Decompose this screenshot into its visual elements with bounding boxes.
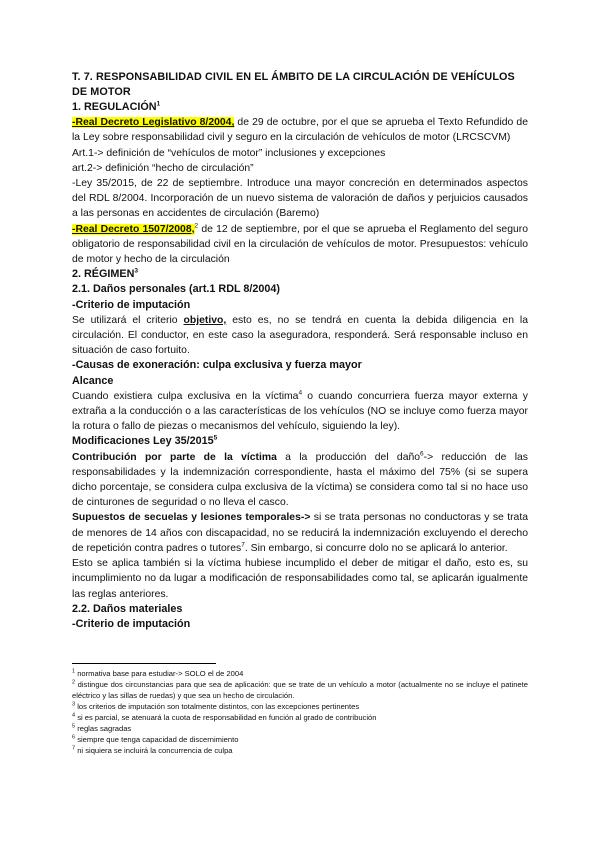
footnote: $^4$ si es parcial, se atenuará la cuota de responsabilidad en función al grado de contribución: [72, 712, 377, 722]
footnote-ref: 6: [420, 450, 424, 458]
subsection-heading-danos-materiales: 2.2. Daños materiales: [72, 602, 183, 615]
criterio-heading: -Criterio de imputación: [72, 617, 191, 630]
highlighted-law-name: -Real Decreto 1507/2008,: [72, 223, 195, 235]
footnote: $^5$ reglas sagradas: [72, 723, 132, 733]
document-title: T. 7. RESPONSABILIDAD CIVIL EN EL ÁMBITO DE LA CIRCULACIÓN DE VEHÍCULOS DE MOTOR: [72, 71, 515, 98]
paragraph-alcance: Cuando existiera culpa exclusiva en la víctima$^4$ o cuando concurriera fuerza mayor externa y extraña a la conducción o a las características de los vehículos (NO se incluye como fuerza mayor la rotura o fallo de piezas o mecanismos del vehículo, siguiendo la ley).: [72, 389, 528, 433]
footnote-ref: 1: [156, 100, 161, 108]
paragraph-ley-35-2015: -Ley 35/2015, de 22 de septiembre. Introduce una mayor concreción en determinados aspectos del RDL 8/2004. Incorporación de un nuevo sistema de valoración de daños y perjuicios causados a las personas en accidentes de circulación (Baremo): [72, 178, 528, 220]
footnote-ref: 4: [298, 389, 303, 397]
alcance-heading: Alcance: [72, 374, 114, 387]
causas-heading: -Causas de exoneración: culpa exclusiva y fuerza mayor: [72, 359, 362, 372]
modificaciones-heading: Modificaciones Ley 35/2015$^5$: [72, 434, 218, 448]
paragraph-contribucion-victima: Contribución por parte de la víctima a la producción del daño$^6$-> reducción de las responsabilidades y la indemnización correspondiente, hasta el máximo del 75% (si se supera dicho porcentaje, se considera culpa exclusiva de la víctima) se considera como tal si no hace uso de cinturones de seguridad o no lleva el casco.: [72, 450, 528, 509]
highlighted-law-name: -Real Decreto Legislativo 8/2004,: [72, 117, 235, 129]
footnote-ref: 2: [194, 222, 199, 230]
section-heading-regulacion: 1. REGULACIÓN$^1$: [72, 100, 161, 113]
footnotes: [72, 668, 528, 756]
criterio-heading: -Criterio de imputación: [72, 298, 191, 311]
footnote: $^2$ distingue dos circunstancias para que sea de aplicación: que se trate de un vehículo a motor (actualmente no se incluye el patinete eléctrico y las sillas de ruedas) y que sea un hecho de circulación.: [72, 679, 528, 700]
subsection-heading-danos-personales: 2.1. Daños personales (art.1 RDL 8/2004): [72, 283, 281, 296]
paragraph-art1: Art.1-> definición de “vehículos de motor” inclusiones y excepciones: [72, 147, 386, 159]
document-body: [72, 70, 528, 632]
footnote: $^3$ los criterios de imputación son totalmente distintos, con las excepciones pertinentes: [72, 701, 360, 711]
footnote: $^1$ normativa base para estudiar-> SOLO el de 2004: [72, 668, 244, 678]
footnote-ref: 7: [241, 541, 245, 549]
section-heading-regimen: 2. RÉGIMEN$^3$: [72, 267, 139, 281]
footnote: $^7$ ni siquiera se incluirá la concurrencia de culpa: [72, 745, 233, 755]
paragraph-art2: art.2-> definición “hecho de circulación”: [72, 162, 254, 174]
paragraph-criterio-objetivo: Se utilizará el criterio objetivo, esto es, no se tendrá en cuenta la debida diligencia en la circulación. El conductor, en este caso la aseguradora, responderá. Será responsable incluso en situación de caso fortuito.: [72, 314, 529, 357]
paragraph-mitigar-dano: Esto se aplica también si la víctima hubiese incumplido el deber de mitigar el daño, esto es, su incumplimiento no da lugar a modificación de responsabilidades como tal, se aplicarán igualmente las reglas anteriores.: [72, 558, 528, 600]
paragraph-secuelas: Supuestos de secuelas y lesiones temporales-> si se trata personas no conductoras y se trata de menores de 14 años con discapacidad, no se reducirá la indemnización excluyendo el derecho de repetición contra padres o tutores$^7$. Sin embargo, si concurre dolo no se aplicará lo anterior.: [72, 512, 528, 554]
footnote-ref: 5: [213, 434, 218, 442]
paragraph-rdl-8-2004: -Real Decreto Legislativo 8/2004, de 29 de octubre, por el que se aprueba el Texto Refundido de la Ley sobre responsabilidad civil y seguro en la circulación de vehículos de motor (LRCSCVM): [72, 117, 528, 144]
footnote: $^6$ siempre que tenga capacidad de discernimiento: [72, 734, 239, 744]
footnote-separator: [72, 663, 216, 664]
paragraph-rd-1507-2008: -Real Decreto 1507/2008,$^2$ de 12 de septiembre, por el que se aprueba el Reglamento del seguro obligatorio de responsabilidad civil en la circulación de vehículos de motor. Presupuestos: vehículo de motor y hecho de la circulación: [72, 222, 528, 266]
footnote-ref: 3: [134, 267, 139, 275]
